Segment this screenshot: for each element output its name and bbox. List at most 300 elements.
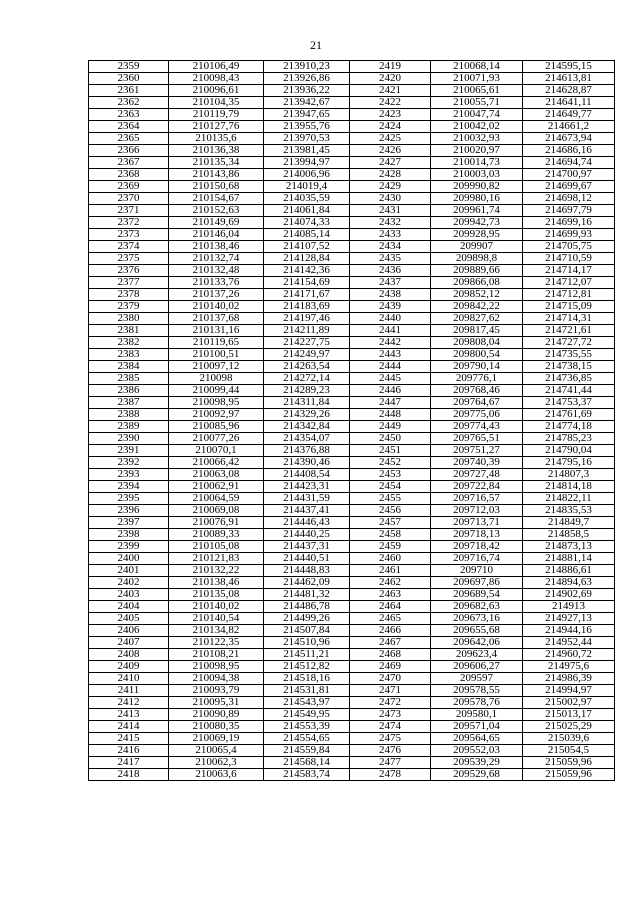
x-coordinate-cell: 209790,14 — [431, 361, 523, 373]
table-row — [89, 469, 615, 481]
y-coordinate-cell: 215054,5 — [523, 745, 615, 757]
point-number-cell: 2403 — [89, 589, 169, 601]
point-number-cell: 2465 — [350, 613, 431, 625]
table-row — [89, 709, 615, 721]
point-number-cell: 2463 — [350, 589, 431, 601]
table-row — [89, 493, 615, 505]
point-number-cell: 2458 — [350, 529, 431, 541]
y-coordinate-cell: 213936,22 — [264, 85, 350, 97]
x-coordinate-cell: 210138,46 — [169, 577, 264, 589]
page-number: 21 — [310, 38, 322, 52]
table-row — [89, 445, 615, 457]
point-number-cell: 2457 — [350, 517, 431, 529]
point-number-cell: 2448 — [350, 409, 431, 421]
y-coordinate-cell: 214975,6 — [523, 661, 615, 673]
point-number-cell: 2462 — [350, 577, 431, 589]
y-coordinate-cell: 214790,04 — [523, 445, 615, 457]
point-number-cell: 2411 — [89, 685, 169, 697]
point-number-cell: 2437 — [350, 277, 431, 289]
point-number-cell: 2368 — [89, 169, 169, 181]
table-row — [89, 757, 615, 769]
table-row — [89, 313, 615, 325]
point-number-cell: 2461 — [350, 565, 431, 577]
point-number-cell: 2405 — [89, 613, 169, 625]
x-coordinate-cell: 209539,29 — [431, 757, 523, 769]
table-row — [89, 373, 615, 385]
y-coordinate-cell: 214061,84 — [264, 205, 350, 217]
y-coordinate-cell: 215059,96 — [523, 769, 615, 781]
x-coordinate-cell: 210108,21 — [169, 649, 264, 661]
y-coordinate-cell: 214085,14 — [264, 229, 350, 241]
table-row — [89, 205, 615, 217]
x-coordinate-cell: 209990,82 — [431, 181, 523, 193]
x-coordinate-cell: 209718,42 — [431, 541, 523, 553]
table-row — [89, 361, 615, 373]
x-coordinate-cell: 210132,74 — [169, 253, 264, 265]
table-row — [89, 673, 615, 685]
x-coordinate-cell: 209817,45 — [431, 325, 523, 337]
x-coordinate-cell: 209682,63 — [431, 601, 523, 613]
table-row — [89, 265, 615, 277]
x-coordinate-cell: 210154,67 — [169, 193, 264, 205]
point-number-cell: 2415 — [89, 733, 169, 745]
y-coordinate-cell: 214712,81 — [523, 289, 615, 301]
point-number-cell: 2454 — [350, 481, 431, 493]
point-number-cell: 2362 — [89, 97, 169, 109]
point-number-cell: 2442 — [350, 337, 431, 349]
table-row — [89, 505, 615, 517]
y-coordinate-cell: 214390,46 — [264, 457, 350, 469]
table-row — [89, 325, 615, 337]
point-number-cell: 2412 — [89, 697, 169, 709]
y-coordinate-cell: 214822,11 — [523, 493, 615, 505]
x-coordinate-cell: 209751,27 — [431, 445, 523, 457]
point-number-cell: 2476 — [350, 745, 431, 757]
x-coordinate-cell: 209774,43 — [431, 421, 523, 433]
y-coordinate-cell: 214431,59 — [264, 493, 350, 505]
point-number-cell: 2422 — [350, 97, 431, 109]
x-coordinate-cell: 210152,63 — [169, 205, 264, 217]
y-coordinate-cell: 214807,3 — [523, 469, 615, 481]
x-coordinate-cell: 210149,69 — [169, 217, 264, 229]
point-number-cell: 2360 — [89, 73, 169, 85]
x-coordinate-cell: 210068,14 — [431, 61, 523, 73]
x-coordinate-cell: 210094,38 — [169, 673, 264, 685]
point-number-cell: 2413 — [89, 709, 169, 721]
y-coordinate-cell: 214518,16 — [264, 673, 350, 685]
point-number-cell: 2430 — [350, 193, 431, 205]
y-coordinate-cell: 214289,23 — [264, 385, 350, 397]
x-coordinate-cell: 210098 — [169, 373, 264, 385]
point-number-cell: 2380 — [89, 313, 169, 325]
y-coordinate-cell: 214553,39 — [264, 721, 350, 733]
point-number-cell: 2444 — [350, 361, 431, 373]
y-coordinate-cell: 214559,84 — [264, 745, 350, 757]
y-coordinate-cell: 214543,97 — [264, 697, 350, 709]
x-coordinate-cell: 210065,4 — [169, 745, 264, 757]
y-coordinate-cell: 214142,36 — [264, 265, 350, 277]
x-coordinate-cell: 209597 — [431, 673, 523, 685]
x-coordinate-cell: 209765,51 — [431, 433, 523, 445]
table-row — [89, 649, 615, 661]
y-coordinate-cell: 214019,4 — [264, 181, 350, 193]
point-number-cell: 2396 — [89, 505, 169, 517]
y-coordinate-cell: 214697,79 — [523, 205, 615, 217]
point-number-cell: 2383 — [89, 349, 169, 361]
y-coordinate-cell: 214714,31 — [523, 313, 615, 325]
point-number-cell: 2384 — [89, 361, 169, 373]
y-coordinate-cell: 214227,75 — [264, 337, 350, 349]
table-row — [89, 217, 615, 229]
point-number-cell: 2373 — [89, 229, 169, 241]
point-number-cell: 2470 — [350, 673, 431, 685]
x-coordinate-cell: 210055,71 — [431, 97, 523, 109]
y-coordinate-cell: 214736,85 — [523, 373, 615, 385]
x-coordinate-cell: 210062,3 — [169, 757, 264, 769]
x-coordinate-cell: 209642,06 — [431, 637, 523, 649]
point-number-cell: 2438 — [350, 289, 431, 301]
y-coordinate-cell: 214074,33 — [264, 217, 350, 229]
x-coordinate-cell: 210080,35 — [169, 721, 264, 733]
y-coordinate-cell: 214741,44 — [523, 385, 615, 397]
x-coordinate-cell: 210064,59 — [169, 493, 264, 505]
x-coordinate-cell: 209578,55 — [431, 685, 523, 697]
table-row — [89, 433, 615, 445]
x-coordinate-cell: 209606,27 — [431, 661, 523, 673]
x-coordinate-cell: 209808,04 — [431, 337, 523, 349]
point-number-cell: 2391 — [89, 445, 169, 457]
table-row — [89, 733, 615, 745]
point-number-cell: 2410 — [89, 673, 169, 685]
table-row — [89, 481, 615, 493]
x-coordinate-cell: 210020,97 — [431, 145, 523, 157]
y-coordinate-cell: 214738,15 — [523, 361, 615, 373]
y-coordinate-cell: 214486,78 — [264, 601, 350, 613]
x-coordinate-cell: 209716,74 — [431, 553, 523, 565]
point-number-cell: 2400 — [89, 553, 169, 565]
point-number-cell: 2376 — [89, 265, 169, 277]
table-row — [89, 289, 615, 301]
x-coordinate-cell: 210106,49 — [169, 61, 264, 73]
y-coordinate-cell: 215025,29 — [523, 721, 615, 733]
point-number-cell: 2466 — [350, 625, 431, 637]
point-number-cell: 2418 — [89, 769, 169, 781]
x-coordinate-cell: 210136,38 — [169, 145, 264, 157]
x-coordinate-cell: 210065,61 — [431, 85, 523, 97]
y-coordinate-cell: 214902,69 — [523, 589, 615, 601]
table-row — [89, 145, 615, 157]
table-row — [89, 61, 615, 73]
x-coordinate-cell: 210146,04 — [169, 229, 264, 241]
point-number-cell: 2419 — [350, 61, 431, 73]
x-coordinate-cell: 209842,22 — [431, 301, 523, 313]
x-coordinate-cell: 209866,08 — [431, 277, 523, 289]
table-row — [89, 697, 615, 709]
x-coordinate-cell: 209564,65 — [431, 733, 523, 745]
x-coordinate-cell: 210098,95 — [169, 661, 264, 673]
y-coordinate-cell: 213910,23 — [264, 61, 350, 73]
y-coordinate-cell: 214437,41 — [264, 505, 350, 517]
point-number-cell: 2407 — [89, 637, 169, 649]
point-number-cell: 2453 — [350, 469, 431, 481]
point-number-cell: 2446 — [350, 385, 431, 397]
x-coordinate-cell: 209655,68 — [431, 625, 523, 637]
x-coordinate-cell: 210127,76 — [169, 121, 264, 133]
point-number-cell: 2439 — [350, 301, 431, 313]
y-coordinate-cell: 214128,84 — [264, 253, 350, 265]
x-coordinate-cell: 210090,89 — [169, 709, 264, 721]
y-coordinate-cell: 214154,69 — [264, 277, 350, 289]
x-coordinate-cell: 209942,73 — [431, 217, 523, 229]
x-coordinate-cell: 210070,1 — [169, 445, 264, 457]
x-coordinate-cell: 209716,57 — [431, 493, 523, 505]
point-number-cell: 2389 — [89, 421, 169, 433]
x-coordinate-cell: 209827,62 — [431, 313, 523, 325]
y-coordinate-cell: 214440,51 — [264, 553, 350, 565]
point-number-cell: 2432 — [350, 217, 431, 229]
y-coordinate-cell: 214649,77 — [523, 109, 615, 121]
y-coordinate-cell: 214694,74 — [523, 157, 615, 169]
y-coordinate-cell: 214873,13 — [523, 541, 615, 553]
point-number-cell: 2378 — [89, 289, 169, 301]
table-row — [89, 229, 615, 241]
x-coordinate-cell: 210131,16 — [169, 325, 264, 337]
x-coordinate-cell: 210133,76 — [169, 277, 264, 289]
x-coordinate-cell: 210093,79 — [169, 685, 264, 697]
table-row — [89, 601, 615, 613]
table-row — [89, 421, 615, 433]
y-coordinate-cell: 214774,18 — [523, 421, 615, 433]
x-coordinate-cell: 210140,02 — [169, 601, 264, 613]
x-coordinate-cell: 210138,46 — [169, 241, 264, 253]
x-coordinate-cell: 210085,96 — [169, 421, 264, 433]
point-number-cell: 2387 — [89, 397, 169, 409]
y-coordinate-cell: 214913 — [523, 601, 615, 613]
point-number-cell: 2369 — [89, 181, 169, 193]
point-number-cell: 2381 — [89, 325, 169, 337]
point-number-cell: 2443 — [350, 349, 431, 361]
x-coordinate-cell: 210076,91 — [169, 517, 264, 529]
point-number-cell: 2408 — [89, 649, 169, 661]
point-number-cell: 2382 — [89, 337, 169, 349]
y-coordinate-cell: 215013,17 — [523, 709, 615, 721]
y-coordinate-cell: 213926,86 — [264, 73, 350, 85]
coordinates-table-body — [89, 61, 615, 781]
x-coordinate-cell: 210098,95 — [169, 397, 264, 409]
table-row — [89, 541, 615, 553]
x-coordinate-cell: 209571,04 — [431, 721, 523, 733]
point-number-cell: 2455 — [350, 493, 431, 505]
y-coordinate-cell: 213947,65 — [264, 109, 350, 121]
point-number-cell: 2386 — [89, 385, 169, 397]
table-row — [89, 157, 615, 169]
x-coordinate-cell: 210150,68 — [169, 181, 264, 193]
y-coordinate-cell: 215002,97 — [523, 697, 615, 709]
point-number-cell: 2433 — [350, 229, 431, 241]
y-coordinate-cell: 214785,23 — [523, 433, 615, 445]
point-number-cell: 2375 — [89, 253, 169, 265]
y-coordinate-cell: 214753,37 — [523, 397, 615, 409]
point-number-cell: 2467 — [350, 637, 431, 649]
point-number-cell: 2388 — [89, 409, 169, 421]
x-coordinate-cell: 210100,51 — [169, 349, 264, 361]
y-coordinate-cell: 214249,97 — [264, 349, 350, 361]
y-coordinate-cell: 213942,67 — [264, 97, 350, 109]
x-coordinate-cell: 210135,6 — [169, 133, 264, 145]
table-row — [89, 517, 615, 529]
x-coordinate-cell: 210135,34 — [169, 157, 264, 169]
point-number-cell: 2372 — [89, 217, 169, 229]
point-number-cell: 2404 — [89, 601, 169, 613]
y-coordinate-cell: 214006,96 — [264, 169, 350, 181]
point-number-cell: 2460 — [350, 553, 431, 565]
y-coordinate-cell: 213994,97 — [264, 157, 350, 169]
x-coordinate-cell: 210003,03 — [431, 169, 523, 181]
y-coordinate-cell: 214263,54 — [264, 361, 350, 373]
table-row — [89, 253, 615, 265]
point-number-cell: 2445 — [350, 373, 431, 385]
point-number-cell: 2474 — [350, 721, 431, 733]
x-coordinate-cell: 209718,13 — [431, 529, 523, 541]
point-number-cell: 2390 — [89, 433, 169, 445]
x-coordinate-cell: 210062,91 — [169, 481, 264, 493]
y-coordinate-cell: 214211,89 — [264, 325, 350, 337]
x-coordinate-cell: 209740,39 — [431, 457, 523, 469]
table-row — [89, 337, 615, 349]
x-coordinate-cell: 209768,46 — [431, 385, 523, 397]
x-coordinate-cell: 210014,73 — [431, 157, 523, 169]
table-row — [89, 613, 615, 625]
x-coordinate-cell: 210132,48 — [169, 265, 264, 277]
x-coordinate-cell: 209697,86 — [431, 577, 523, 589]
y-coordinate-cell: 214272,14 — [264, 373, 350, 385]
point-number-cell: 2409 — [89, 661, 169, 673]
x-coordinate-cell: 210137,26 — [169, 289, 264, 301]
table-row — [89, 85, 615, 97]
x-coordinate-cell: 209980,16 — [431, 193, 523, 205]
point-number-cell: 2477 — [350, 757, 431, 769]
y-coordinate-cell: 214761,69 — [523, 409, 615, 421]
point-number-cell: 2371 — [89, 205, 169, 217]
y-coordinate-cell: 214849,7 — [523, 517, 615, 529]
x-coordinate-cell: 209898,8 — [431, 253, 523, 265]
x-coordinate-cell: 209689,54 — [431, 589, 523, 601]
point-number-cell: 2434 — [350, 241, 431, 253]
y-coordinate-cell: 214960,72 — [523, 649, 615, 661]
point-number-cell: 2441 — [350, 325, 431, 337]
point-number-cell: 2468 — [350, 649, 431, 661]
y-coordinate-cell: 214795,16 — [523, 457, 615, 469]
point-number-cell: 2406 — [89, 625, 169, 637]
point-number-cell: 2424 — [350, 121, 431, 133]
y-coordinate-cell: 214814,18 — [523, 481, 615, 493]
table-row — [89, 409, 615, 421]
y-coordinate-cell: 214712,07 — [523, 277, 615, 289]
x-coordinate-cell: 209580,1 — [431, 709, 523, 721]
y-coordinate-cell: 214531,81 — [264, 685, 350, 697]
y-coordinate-cell: 214183,69 — [264, 301, 350, 313]
table-row — [89, 721, 615, 733]
y-coordinate-cell: 214376,88 — [264, 445, 350, 457]
y-coordinate-cell: 214035,59 — [264, 193, 350, 205]
point-number-cell: 2426 — [350, 145, 431, 157]
point-number-cell: 2399 — [89, 541, 169, 553]
y-coordinate-cell: 214641,11 — [523, 97, 615, 109]
point-number-cell: 2447 — [350, 397, 431, 409]
y-coordinate-cell: 214727,72 — [523, 337, 615, 349]
point-number-cell: 2385 — [89, 373, 169, 385]
x-coordinate-cell: 209889,66 — [431, 265, 523, 277]
y-coordinate-cell: 214595,15 — [523, 61, 615, 73]
x-coordinate-cell: 209623,4 — [431, 649, 523, 661]
point-number-cell: 2420 — [350, 73, 431, 85]
table-row — [89, 565, 615, 577]
table-row — [89, 241, 615, 253]
x-coordinate-cell: 210119,79 — [169, 109, 264, 121]
table-row — [89, 385, 615, 397]
y-coordinate-cell: 214511,21 — [264, 649, 350, 661]
x-coordinate-cell: 209552,03 — [431, 745, 523, 757]
x-coordinate-cell: 209961,74 — [431, 205, 523, 217]
point-number-cell: 2397 — [89, 517, 169, 529]
table-row — [89, 769, 615, 781]
x-coordinate-cell: 210032,93 — [431, 133, 523, 145]
point-number-cell: 2428 — [350, 169, 431, 181]
table-row — [89, 577, 615, 589]
y-coordinate-cell: 214408,54 — [264, 469, 350, 481]
y-coordinate-cell: 214437,31 — [264, 541, 350, 553]
x-coordinate-cell: 209907 — [431, 241, 523, 253]
point-number-cell: 2451 — [350, 445, 431, 457]
x-coordinate-cell: 210119,65 — [169, 337, 264, 349]
y-coordinate-cell: 214721,61 — [523, 325, 615, 337]
table-row — [89, 277, 615, 289]
y-coordinate-cell: 214583,74 — [264, 769, 350, 781]
y-coordinate-cell: 214994,97 — [523, 685, 615, 697]
point-number-cell: 2421 — [350, 85, 431, 97]
x-coordinate-cell: 210092,97 — [169, 409, 264, 421]
y-coordinate-cell: 214342,84 — [264, 421, 350, 433]
point-number-cell: 2401 — [89, 565, 169, 577]
x-coordinate-cell: 210063,08 — [169, 469, 264, 481]
x-coordinate-cell: 210122,35 — [169, 637, 264, 649]
x-coordinate-cell: 210132,22 — [169, 565, 264, 577]
y-coordinate-cell: 214549,95 — [264, 709, 350, 721]
x-coordinate-cell: 210071,93 — [431, 73, 523, 85]
table-row — [89, 529, 615, 541]
point-number-cell: 2359 — [89, 61, 169, 73]
point-number-cell: 2374 — [89, 241, 169, 253]
x-coordinate-cell: 210097,12 — [169, 361, 264, 373]
y-coordinate-cell: 214686,16 — [523, 145, 615, 157]
point-number-cell: 2450 — [350, 433, 431, 445]
point-number-cell: 2452 — [350, 457, 431, 469]
y-coordinate-cell: 214835,53 — [523, 505, 615, 517]
table-row — [89, 169, 615, 181]
point-number-cell: 2416 — [89, 745, 169, 757]
y-coordinate-cell: 213955,76 — [264, 121, 350, 133]
y-coordinate-cell: 214171,67 — [264, 289, 350, 301]
x-coordinate-cell: 210069,08 — [169, 505, 264, 517]
x-coordinate-cell: 210121,83 — [169, 553, 264, 565]
x-coordinate-cell: 209775,06 — [431, 409, 523, 421]
y-coordinate-cell: 214698,12 — [523, 193, 615, 205]
y-coordinate-cell: 214448,83 — [264, 565, 350, 577]
table-row — [89, 73, 615, 85]
y-coordinate-cell: 215039,6 — [523, 733, 615, 745]
table-row — [89, 625, 615, 637]
point-number-cell: 2365 — [89, 133, 169, 145]
